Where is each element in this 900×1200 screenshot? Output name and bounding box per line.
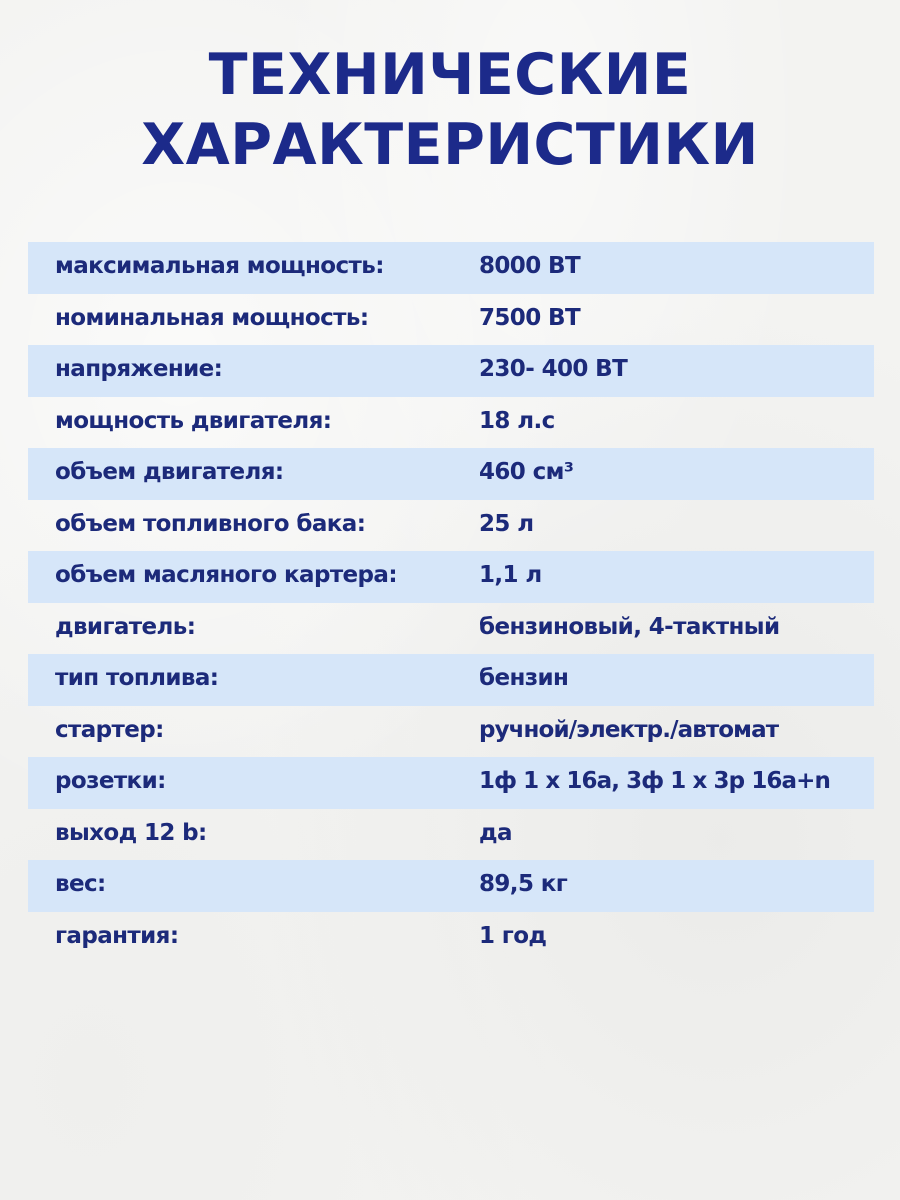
spec-value: 230- 400 ВТ xyxy=(479,356,628,382)
page-title-line-2: ХАРАКТЕРИСТИКИ xyxy=(141,112,759,178)
spec-row-sockets xyxy=(28,757,874,809)
spec-row-rated-power xyxy=(28,294,874,346)
spec-value: бензиновый, 4-тактный xyxy=(479,613,780,640)
spec-label: максимальная мощность: xyxy=(55,253,384,279)
page-title-line-1: ТЕХНИЧЕСКИЕ xyxy=(208,42,692,108)
spec-row-engine-displacement xyxy=(28,448,874,500)
spec-label: напряжение: xyxy=(55,356,223,382)
spec-label: объем масляного картера: xyxy=(55,562,397,588)
spec-label: объем двигателя: xyxy=(55,459,284,485)
spec-value: 1,1 л xyxy=(479,562,542,588)
spec-label: розетки: xyxy=(55,768,166,794)
spec-row-fuel-tank xyxy=(28,500,874,552)
spec-row-warranty xyxy=(28,912,874,964)
spec-row-fuel-type xyxy=(28,654,874,706)
spec-label: выход 12 b: xyxy=(55,819,207,846)
spec-label: вес: xyxy=(55,871,106,897)
spec-label: стартер: xyxy=(55,716,164,743)
spec-value: 89,5 кг xyxy=(479,871,568,897)
spec-row-max-power xyxy=(28,242,874,294)
spec-row-starter xyxy=(28,706,874,758)
spec-value: ручной/электр./автомат xyxy=(479,716,779,743)
spec-value: бензин xyxy=(479,665,569,691)
page-title xyxy=(0,40,900,180)
spec-value: 460 см³ xyxy=(479,459,574,485)
spec-row-engine-power xyxy=(28,397,874,449)
spec-value: 18 л.с xyxy=(479,407,555,434)
spec-value: да xyxy=(479,819,512,846)
spec-table xyxy=(28,242,874,963)
spec-label: мощность двигателя: xyxy=(55,407,332,434)
spec-value: 25 л xyxy=(479,510,534,537)
spec-row-oil-sump xyxy=(28,551,874,603)
spec-value: 8000 ВТ xyxy=(479,253,581,279)
spec-row-weight xyxy=(28,860,874,912)
spec-value: 1ф 1 х 16а, 3ф 1 х 3р 16а+n xyxy=(479,768,830,794)
spec-value: 7500 ВТ xyxy=(479,304,581,331)
spec-label: объем топливного бака: xyxy=(55,510,366,537)
spec-label: номинальная мощность: xyxy=(55,304,369,331)
spec-label: тип топлива: xyxy=(55,665,219,691)
spec-row-voltage xyxy=(28,345,874,397)
spec-row-engine xyxy=(28,603,874,655)
spec-label: гарантия: xyxy=(55,922,179,949)
spec-label: двигатель: xyxy=(55,613,196,640)
spec-row-12v-output xyxy=(28,809,874,861)
spec-value: 1 год xyxy=(479,922,547,949)
